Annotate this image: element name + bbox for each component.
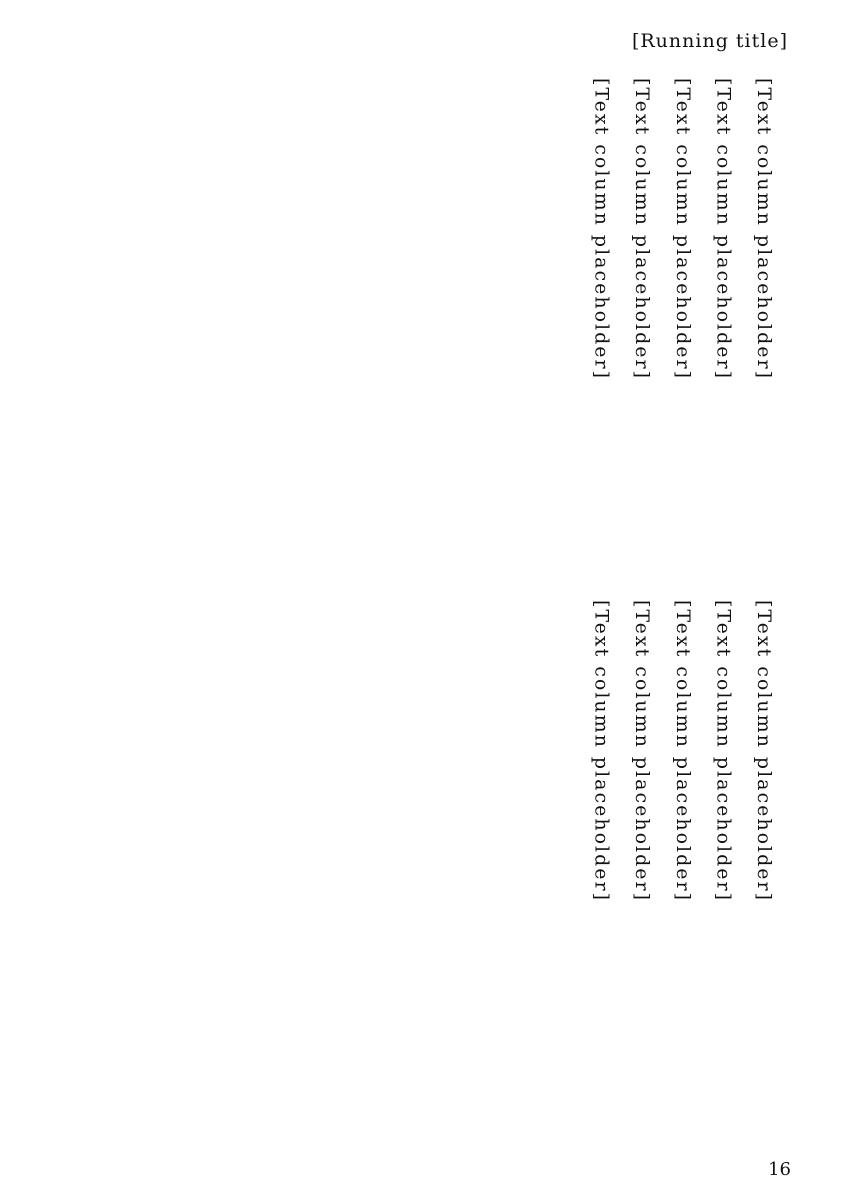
text-column: [Text column placeholder] [631, 600, 654, 903]
body-text-lower [104, 600, 784, 1120]
text-column: [Text column placeholder] [590, 600, 613, 903]
text-column: [Text column placeholder] [712, 600, 735, 903]
text-column: [Text column placeholder] [712, 78, 735, 381]
text-column: [Text column placeholder] [753, 600, 775, 903]
text-column: [Text column placeholder] [671, 78, 694, 381]
text-column: [Text column placeholder] [631, 78, 654, 381]
running-title: [Running title] [631, 30, 788, 52]
text-column: [Text column placeholder] [590, 78, 613, 381]
page-number: 16 [768, 1159, 791, 1180]
text-column: [Text column placeholder] [671, 600, 694, 903]
body-text-upper [104, 78, 784, 588]
text-column: [Text column placeholder] [753, 78, 775, 381]
